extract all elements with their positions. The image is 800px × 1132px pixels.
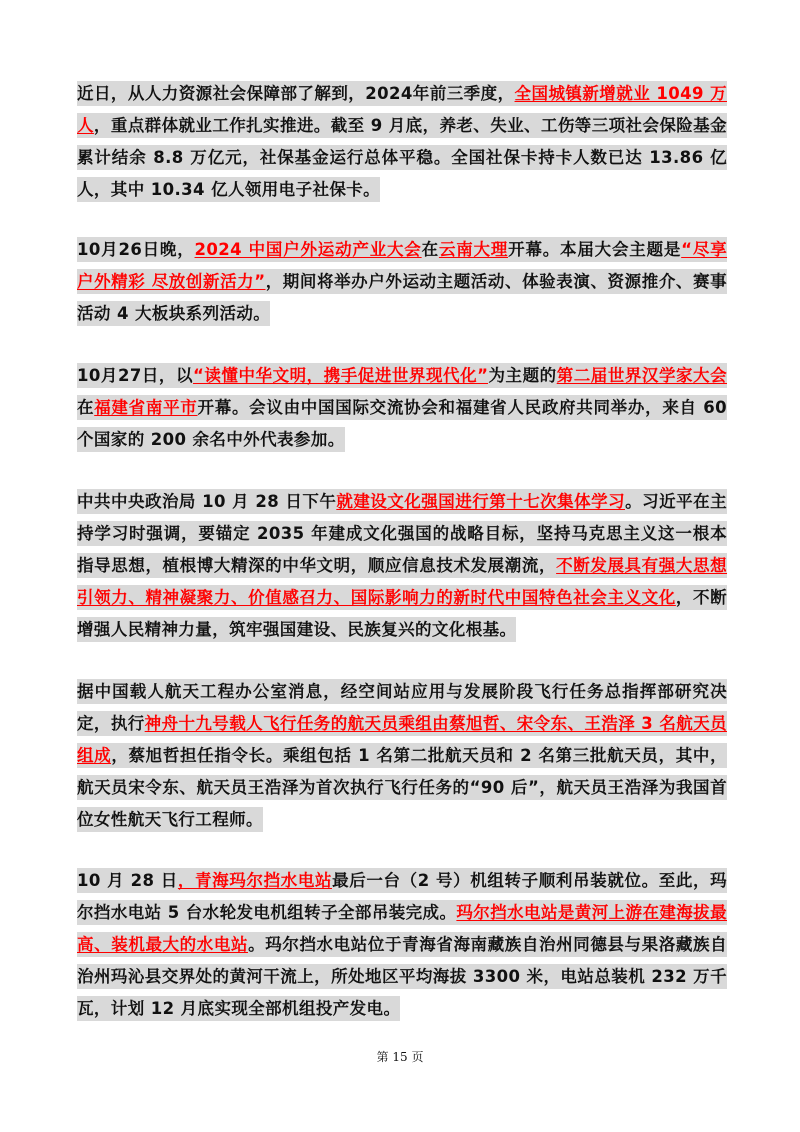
page-number: 第 15 页 [376, 1050, 424, 1064]
highlighted-text: 不断发展具有强大思想引领力、精神凝聚力、价值感召力、国际影响力的新时代中国特色社会主义文化 [77, 553, 727, 610]
news-paragraph-4 [77, 486, 727, 646]
paragraph-text: 近日，从人力资源社会保障部了解到，2024年前三季度， [77, 81, 515, 106]
paragraph-text: ，不断增强人民精神力量，筑牢强国建设、民族复兴的文化根基。 [77, 585, 727, 642]
highlighted-text: 就建设文化强国进行第十七次集体学习 [336, 489, 625, 514]
news-paragraph-5 [77, 676, 727, 836]
paragraph-text: 10月27日，以 [77, 363, 193, 388]
highlighted-text: 云南大理 [439, 237, 508, 262]
paragraph-text: 据中国载人航天工程办公室消息，经空间站应用与发展阶段飞行任务总指挥部研究决定，执行 [77, 679, 727, 736]
paragraph-text: 。习近平在主持学习时强调，要锚定 2035 年建成文化强国的战略目标，坚持马克思主义这一根本指导思想，植根博大精深的中华文明，顺应信息技术发展潮流， [77, 489, 727, 578]
paragraph-text: 开幕。会议由中国国际交流协会和福建省人民政府共同举办，来自 60 个国家的 200 余名中外代表参加。 [77, 395, 727, 452]
news-paragraph-1 [77, 78, 727, 206]
paragraph-text: 10 月 28 日 [77, 868, 178, 893]
highlighted-text: “读懂中华文明，携手促进世界现代化” [193, 363, 488, 388]
paragraph-text: ，重点群体就业工作扎实推进。截至 9 月底，养老、失业、工伤等三项社会保险基金累计结余 8.8 万亿元，社保基金运行总体平稳。全国社保卡持卡人数已达 13.86 亿人，其中 10.34 亿人领用电子社保卡。 [77, 113, 727, 202]
highlighted-text: ，青海玛尔挡水电站 [178, 868, 332, 893]
paragraph-text: 中共中央政治局 10 月 28 日下午 [77, 489, 336, 514]
news-paragraph-3 [77, 360, 727, 456]
paragraph-text: 在 [77, 395, 94, 420]
highlighted-text: 福建省南平市 [94, 395, 197, 420]
paragraph-text: ，蔡旭哲担任指令长。乘组包括 1 名第二批航天员和 2 名第三批航天员，其中，航天员宋令东、航天员王浩泽为首次执行飞行任务的“90 后”，航天员王浩泽为我国首位女性航天飞行工程师。 [77, 743, 727, 832]
highlighted-text: 第二届世界汉学家大会 [557, 363, 727, 388]
news-paragraph-2 [77, 234, 727, 330]
highlighted-text: “尽享户外精彩 尽放创新活力” [77, 237, 727, 294]
paragraph-text: 为主题的 [488, 363, 556, 388]
paragraph-text: 10月26日晚， [77, 237, 195, 262]
paragraph-text: 最后一台（2 号）机组转子顺利吊装就位。至此，玛尔挡水电站 5 台水轮发电机组转子全部吊装完成。 [77, 868, 727, 925]
highlighted-text: 神舟十九号载人飞行任务的航天员乘组由蔡旭哲、宋令东、王浩泽 3 名航天员组成 [77, 711, 727, 768]
highlighted-text: 玛尔挡水电站是黄河上游在建海拔最高、装机最大的水电站 [77, 900, 727, 957]
news-paragraph-6 [77, 865, 727, 1025]
highlighted-text: 全国城镇新增就业 1049 万人 [77, 81, 727, 138]
paragraph-text: 在 [422, 237, 439, 262]
paragraph-text: 开幕。本届大会主题是 [508, 237, 681, 262]
paragraph-text: ，期间将举办户外运动主题活动、体验表演、资源推介、赛事活动 4 大板块系列活动。 [77, 269, 727, 326]
paragraph-text: 。玛尔挡水电站位于青海省海南藏族自治州同德县与果洛藏族自治州玛沁县交界处的黄河干流上，所处地区平均海拔 3300 米，电站总装机 232 万千瓦，计划 12 月底实现全部机组投产发电。 [77, 932, 727, 1021]
highlighted-text: 2024 中国户外运动产业大会 [195, 237, 422, 262]
